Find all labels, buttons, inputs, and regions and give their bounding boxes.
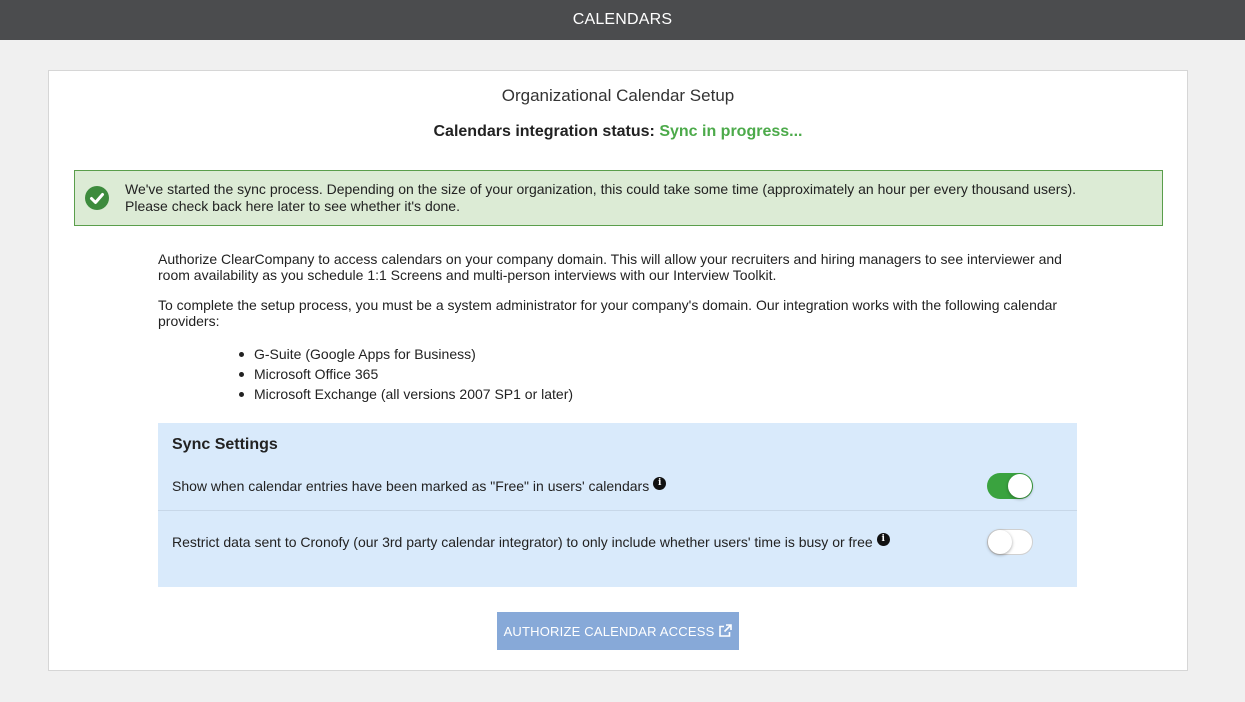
setting-label	[172, 478, 666, 496]
sync-settings-panel	[158, 423, 1077, 587]
restrict-data-toggle[interactable]	[987, 529, 1033, 555]
setting-label	[172, 534, 890, 552]
toggle-knob	[1008, 474, 1032, 498]
provider-item: Microsoft Exchange (all versions 2007 SP1 or later)	[254, 386, 574, 402]
show-free-entries-toggle[interactable]	[987, 473, 1033, 499]
sync-settings-title: Sync Settings	[172, 436, 278, 453]
setting-row-free-entries	[158, 471, 1077, 511]
status-value: Sync in progress...	[659, 123, 803, 140]
card-title: Organizational Calendar Setup	[501, 86, 735, 105]
intro-paragraph-1: Authorize ClearCompany to access calendars on your company domain. This will allow your recruiters and hiring managers to see interviewer and room availability as you schedule 1:1 Screens and multi-person interviews with our Interview Toolkit.	[158, 251, 1062, 283]
check-circle-icon	[85, 186, 109, 210]
alert-message	[125, 181, 1155, 215]
setting-label-text: Show when calendar entries have been marked as "Free" in users' calendars	[172, 478, 650, 494]
integration-status	[49, 123, 1187, 141]
alert-line-2: Please check back here later to see whether it's done.	[125, 198, 460, 214]
external-link-icon	[718, 624, 732, 638]
sync-started-alert	[74, 170, 1163, 226]
authorize-calendar-access-button[interactable]	[497, 612, 739, 650]
provider-list	[254, 344, 573, 404]
intro-paragraph-2: To complete the setup process, you must be a system administrator for your company's domain. Our integration works with the following calendar providers:	[158, 297, 1058, 329]
authorize-button-label: AUTHORIZE CALENDAR ACCESS	[503, 623, 715, 639]
page-header-title: CALENDARS	[572, 11, 673, 28]
setting-row-restrict-data	[158, 512, 1077, 572]
calendar-setup-card	[48, 70, 1188, 671]
provider-item: G-Suite (Google Apps for Business)	[254, 344, 573, 364]
setting-label-text: Restrict data sent to Cronofy (our 3rd party calendar integrator) to only include whether users' time is busy or free	[172, 534, 873, 550]
info-icon[interactable]: i	[653, 477, 666, 490]
info-icon[interactable]: i	[877, 533, 890, 546]
alert-line-1: We've started the sync process. Depending on the size of your organization, this could take some time (approximately an hour per every thousand users).	[125, 181, 1077, 197]
status-label: Calendars integration status:	[433, 123, 655, 140]
toggle-knob	[988, 530, 1012, 554]
provider-item: Microsoft Office 365	[254, 364, 573, 384]
top-bar	[0, 0, 1245, 40]
